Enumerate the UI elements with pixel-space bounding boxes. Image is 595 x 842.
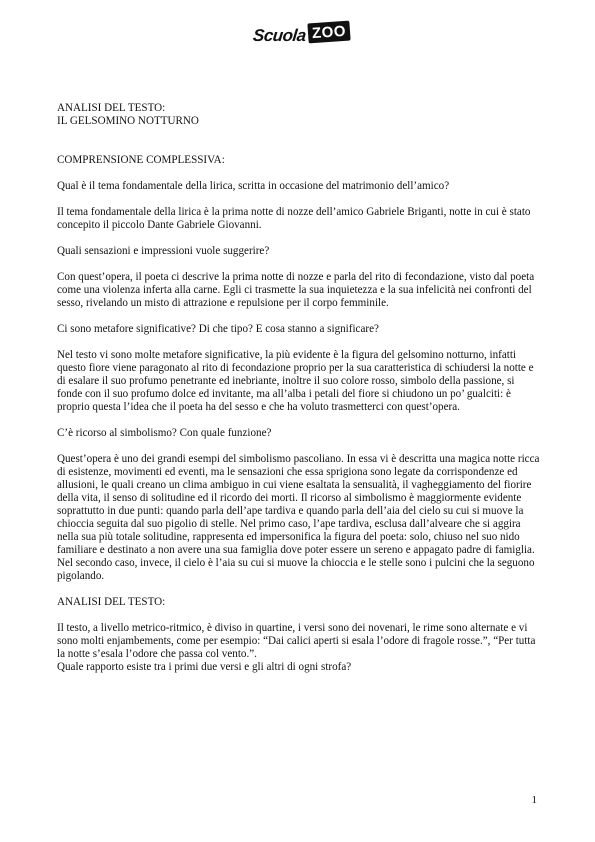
answer-2: Con quest’opera, il poeta ci descrive la prima notte di nozze e parla del rito di fecondazione, visto dal poeta come una violenza inferta alla carne. Egli ci trasmette la sua inquietezza e la sua infelicità nei confronti del sesso, rivelando un misto di attrazione e repulsione per il corpo femminile. bbox=[57, 271, 535, 309]
document-title-line2: IL GELSOMINO NOTTURNO bbox=[57, 115, 199, 127]
scuolazoo-logo bbox=[253, 21, 350, 47]
logo-text-zoo: ZOO bbox=[307, 21, 350, 44]
question-3: Ci sono metafore significative? Di che tipo? E cosa stanno a significare? bbox=[57, 323, 379, 335]
answer-5: Il testo, a livello metrico-ritmico, è diviso in quartine, i versi sono dei novenari, le rime sono alternate e vi sono molti enjambements, come per esempio: “Dai calici aperti si esala l’odore di fragole rosse.”, “Per tutta la notte s’esala l’odore che passa col vento.”. bbox=[57, 622, 536, 660]
answer-1: Il tema fondamentale della lirica è la prima notte di nozze dell’amico Gabriele Briganti, notte in cui è stato concepito il piccolo Dante Gabriele Giovanni. bbox=[57, 206, 531, 231]
document-body bbox=[57, 102, 541, 674]
question-4: C’è ricorso al simbolismo? Con quale funzione? bbox=[57, 427, 272, 439]
document-title-line1: ANALISI DEL TESTO: bbox=[57, 102, 166, 114]
answer-3: Nel testo vi sono molte metafore significative, la più evidente è la figura del gelsomino notturno, infatti questo fiore viene paragonato al rito di fecondazione proprio per la sua caratteristica di schiudersi la notte e di esalare il suo profumo penetrante ed inebriante, inoltre il suo colore rosso, simbolo della passione, si fonde con il suo profumo dolce ed invitante, ma all’alba i petali del fiore si chiudono un po’ gualciti: è proprio questa l’idea che il poeta ha del sesso e che ha voluto trasmetterci con quest’opera. bbox=[57, 349, 534, 413]
question-2: Quali sensazioni e impressioni vuole suggerire? bbox=[57, 245, 270, 257]
section-heading-analisi: ANALISI DEL TESTO: bbox=[57, 596, 166, 608]
question-5: Quale rapporto esiste tra i primi due versi e gli altri di ogni strofa? bbox=[57, 661, 352, 673]
section-heading-comprensione: COMPRENSIONE COMPLESSIVA: bbox=[57, 154, 225, 166]
page-number: 1 bbox=[531, 794, 537, 806]
question-1: Qual è il tema fondamentale della lirica, scritta in occasione del matrimonio dell’amico? bbox=[57, 180, 450, 192]
answer-4: Quest’opera è uno dei grandi esempi del simbolismo pascoliano. In essa vi è descritta una magica notte ricca di esistenze, movimenti ed eventi, ma le sensazioni che essa sprigiona sono legate da corrispondenze ed allusioni, le quali creano un clima ambiguo in cui viene esaltata la sensualità, il vagheggiamento del fiorire della vita, il senso di solitudine ed il ricordo dei morti. Il ricorso al simbolismo è maggiormente evidente soprattutto in due punti: quando parla dell’ape tardiva e quando parla dell’aia del cielo su cui si muove la chioccia seguita dal suo pigolio di stelle. Nel primo caso, l’ape tardiva, esclusa dall’alveare che si aggira nella sua più totale solitudine, rappresenta ed impersonifica la figura del poeta: solo, chiuso nel suo nido familiare e destinato a non avere una sua famiglia dove poter essere un sereno e appagato padre di famiglia. Nel secondo caso, invece, il cielo è l’aia su cui si muove la chioccia e le stelle sono i pulcini che la seguono pigolando. bbox=[57, 453, 540, 582]
logo-text-scuola: Scuola bbox=[252, 26, 307, 45]
